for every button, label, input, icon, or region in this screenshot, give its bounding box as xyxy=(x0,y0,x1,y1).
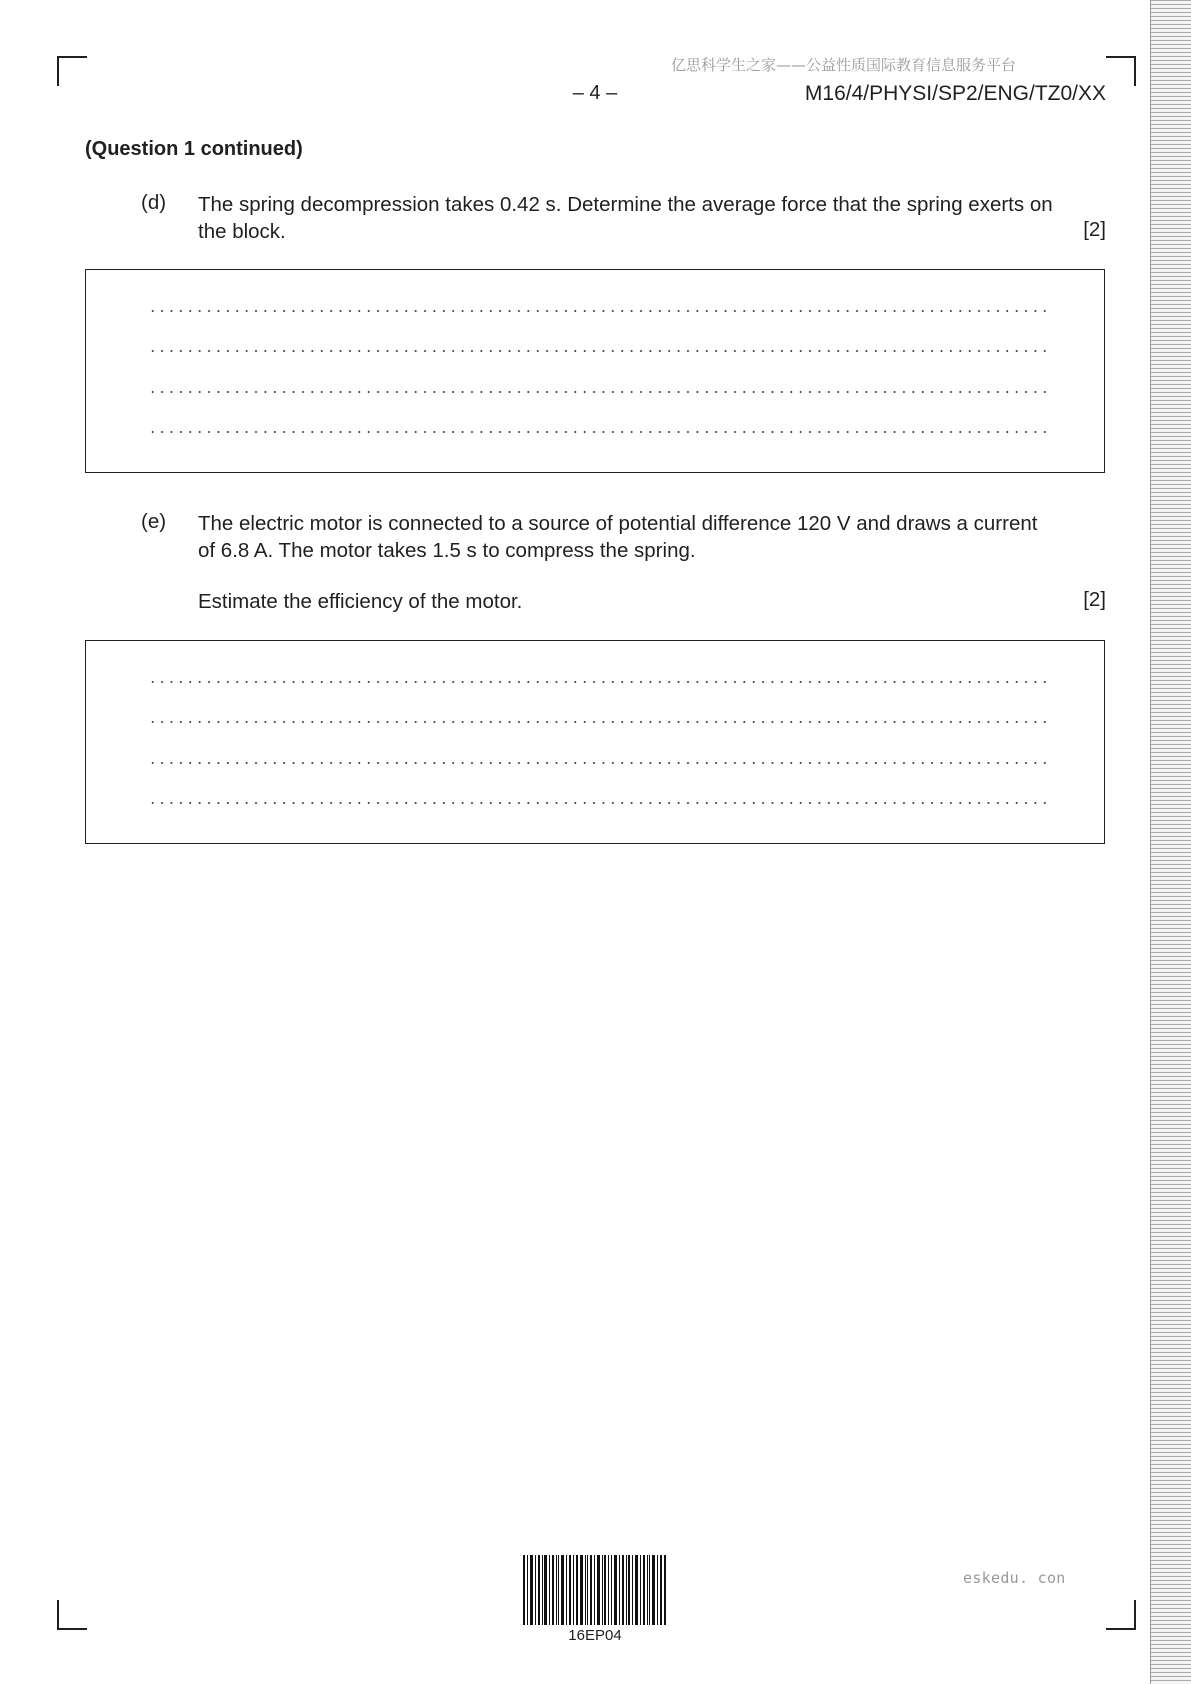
crop-mark-bottom-right xyxy=(1106,1600,1136,1630)
header-watermark: 亿思科学生之家——公益性质国际教育信息服务平台 xyxy=(670,56,1016,74)
barcode-image xyxy=(523,1555,667,1625)
answer-box-d[interactable] xyxy=(85,269,1105,473)
paper-code: M16/4/PHYSI/SP2/ENG/TZ0/XX xyxy=(804,82,1106,105)
answer-box-e[interactable] xyxy=(85,640,1105,844)
question-e-instruction: Estimate the efficiency of the motor. xyxy=(198,590,523,613)
margin-hatch-strip xyxy=(1150,0,1191,1684)
answer-line[interactable] xyxy=(148,350,1046,352)
barcode-label: 16EP04 xyxy=(568,1627,622,1644)
question-continued-heading: (Question 1 continued) xyxy=(85,138,303,160)
answer-line[interactable] xyxy=(148,310,1046,312)
answer-line[interactable] xyxy=(148,802,1046,804)
footer-watermark: eskedu. con xyxy=(963,1569,1066,1587)
question-e-text: The electric motor is connected to a source of potential difference 120 V and draws a current of 6.8 A. The motor takes 1.5 s to compress the spring. xyxy=(198,512,1038,562)
barcode xyxy=(520,1553,670,1623)
crop-mark-bottom-left xyxy=(57,1600,87,1630)
question-e-marks: [2] xyxy=(1083,588,1106,611)
answer-line[interactable] xyxy=(148,681,1046,683)
question-d-label: (d) xyxy=(141,191,167,214)
answer-line[interactable] xyxy=(148,762,1046,764)
page-number: – 4 – xyxy=(572,82,618,104)
crop-mark-top-right xyxy=(1106,56,1136,86)
question-e-label: (e) xyxy=(141,510,167,533)
answer-line[interactable] xyxy=(148,431,1046,433)
answer-line[interactable] xyxy=(148,721,1046,723)
question-d-marks: [2] xyxy=(1083,218,1106,241)
question-d-text: The spring decompression takes 0.42 s. Determine the average force that the spring exerts on the block. xyxy=(198,193,1053,243)
answer-line[interactable] xyxy=(148,391,1046,393)
crop-mark-top-left xyxy=(57,56,87,86)
